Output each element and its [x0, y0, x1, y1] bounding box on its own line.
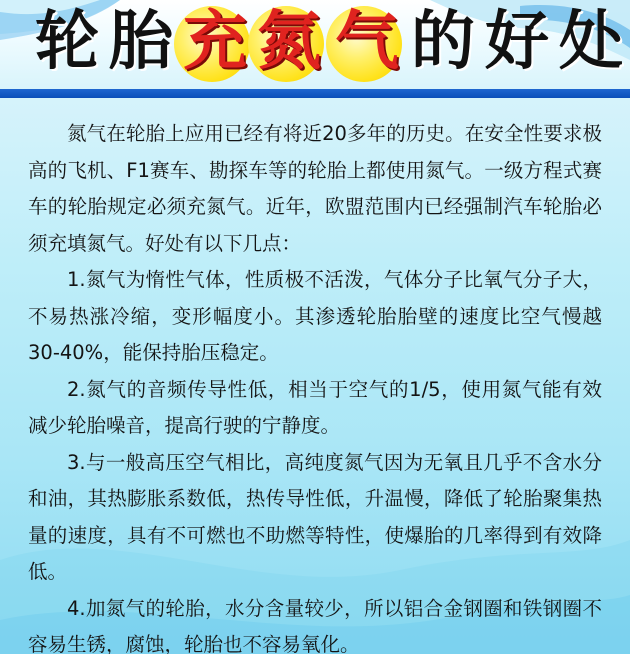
body-text [28, 116, 602, 654]
benefit-item-1: 1.氮气为惰性气体，性质极不活泼，气体分子比氧气分子大，不易热涨冷缩，变形幅度小。其渗透轮胎胎壁的速度比空气慢越30-40%，能保持胎压稳定。 [28, 268, 602, 364]
title-char: 处 [559, 5, 623, 79]
benefit-item-3: 3.与一般高压空气相比，高纯度氮气因为无氧且几乎不含水分和油，其热膨胀系数低，热传导性低，升温慢，降低了轮胎聚集热量的速度，具有不可燃也不助燃等特性，使爆胎的几率得到有效降低。 [28, 450, 602, 583]
title-char: 胎 [109, 5, 173, 79]
title-char: 好 [485, 5, 549, 79]
title-char-highlight: 充 [183, 5, 247, 79]
title-char-highlight: 气 [335, 5, 399, 79]
title-char: 轮 [35, 5, 99, 79]
title-divider [0, 89, 630, 98]
title-char-highlight: 氮 [257, 5, 321, 79]
title-char: 的 [411, 5, 475, 79]
page-title [0, 0, 630, 88]
intro-paragraph: 氮气在轮胎上应用已经有将近20多年的历史。在安全性要求极高的飞机、F1赛车、勘探车等的轮胎上都使用氮气。一级方程式赛车的轮胎规定必须充氮气。近年，欧盟范围内已经强制汽车轮胎必须充填氮气。好处有以下几点： [28, 122, 602, 255]
benefit-item-2: 2.氮气的音频传导性低，相当于空气的1/5，使用氮气能有效减少轮胎噪音，提高行驶的宁静度。 [28, 377, 602, 437]
benefit-item-4: 4.加氮气的轮胎，水分含量较少，所以铝合金钢圈和铁钢圈不容易生锈，腐蚀，轮胎也不容易氧化。 [28, 596, 602, 654]
